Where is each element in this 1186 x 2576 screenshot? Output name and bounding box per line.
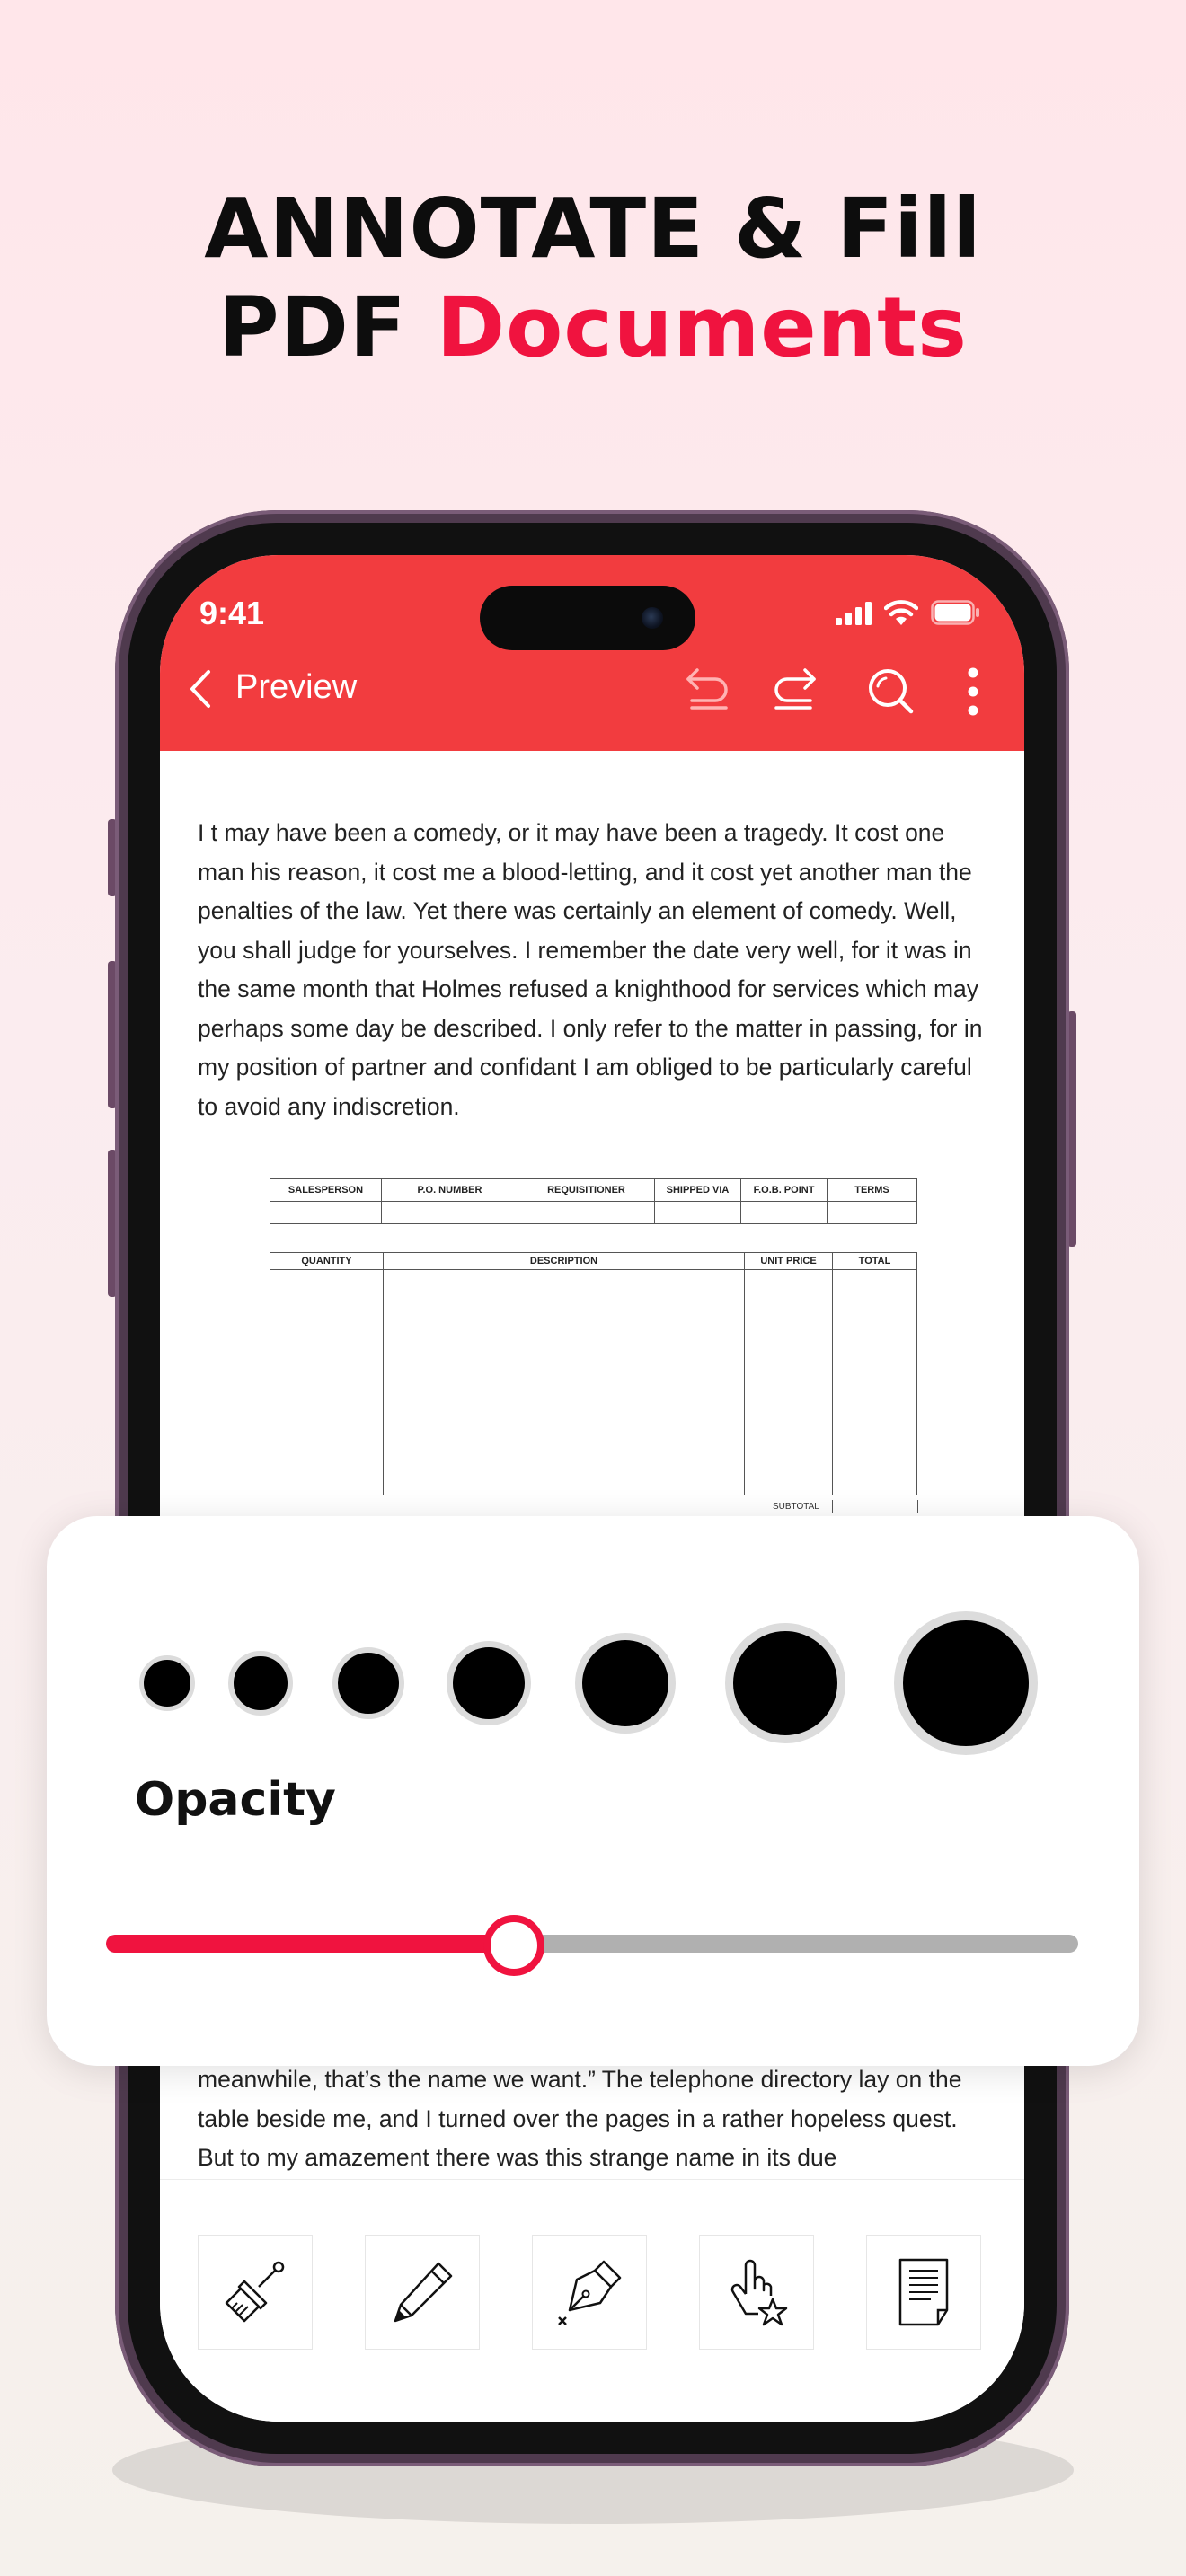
wifi-icon (884, 600, 918, 627)
hand-sign-icon (719, 2254, 794, 2330)
form-field-cell[interactable] (745, 1270, 833, 1495)
form-field-cell[interactable] (655, 1202, 741, 1224)
subtotal-label: SUBTOTAL (773, 1502, 819, 1512)
form-header-cell: SALESPERSON (270, 1179, 382, 1202)
status-time: 9:41 (199, 595, 265, 631)
document-paragraph-top: I t may have been a comedy, or it may have been a tragedy. It cost one man his reason, it cost me a blood-letting, and it cost yet another man the penalties of the law. Yet there was certainly an element of comedy. Well, you shall judge for yourselves. I remember the date very well, for it was in the same month that Holmes refused a knighthood for services which may perhaps some day be described. I only refer to the matter in passing, for in my position of partner and confidant I am obliged to be particularly careful to avoid any indiscretion. (198, 819, 983, 1120)
form-field-cell[interactable] (384, 1270, 745, 1495)
form-field-cell[interactable] (741, 1202, 828, 1224)
brush-size-option-2[interactable] (228, 1651, 293, 1716)
form-field-cell[interactable] (382, 1202, 518, 1224)
form-header-cell: DESCRIPTION (384, 1253, 745, 1270)
opacity-slider-fill (106, 1935, 514, 1953)
form-field-cell[interactable] (270, 1270, 384, 1495)
document-icon (886, 2254, 961, 2330)
undo-icon[interactable] (685, 666, 731, 711)
form-header-cell: SHIPPED VIA (655, 1179, 741, 1202)
brush-tool-button[interactable] (198, 2235, 313, 2350)
phone-screen (160, 555, 1024, 2422)
form-header-cell: UNIT PRICE (745, 1253, 833, 1270)
brush-size-option-4[interactable] (447, 1641, 531, 1725)
pen-nib-icon (552, 2254, 627, 2330)
headline-documents: Documents (436, 279, 968, 375)
app-header (160, 555, 1024, 751)
brush-size-option-3[interactable] (332, 1647, 404, 1719)
pencil-tool-button[interactable] (365, 2235, 480, 2350)
form-header-cell: TERMS (828, 1179, 917, 1202)
brush-icon (217, 2254, 293, 2330)
form-header-cell: F.O.B. POINT (741, 1179, 828, 1202)
pen-tool-button[interactable] (532, 2235, 647, 2350)
brush-size-option-7[interactable] (894, 1611, 1038, 1755)
form-header-cell: REQUISITIONER (518, 1179, 655, 1202)
search-icon[interactable] (866, 666, 915, 715)
page-title: Preview (235, 668, 358, 706)
headline-line-1: ANNOTATE & Fill (204, 181, 982, 277)
form-header-cell: P.O. NUMBER (382, 1179, 518, 1202)
opacity-slider-thumb[interactable] (483, 1915, 544, 1976)
form-table-items (270, 1252, 917, 1495)
form-table-header (270, 1178, 917, 1224)
dynamic-island (480, 586, 695, 650)
opacity-label: Opacity (135, 1773, 336, 1827)
form-field-cell[interactable] (833, 1270, 917, 1495)
form-header-cell: TOTAL (833, 1253, 917, 1270)
cellular-signal-icon (836, 602, 873, 625)
chevron-left-icon[interactable] (187, 668, 214, 710)
document-paragraph-bottom: meanwhile, that’s the name we want.” The telephone directory lay on the table beside me, and I turned over the pages in a rather hopeless quest. But to my amazement there was this strange name in its due (198, 2066, 962, 2171)
headline-pdf: PDF (218, 279, 407, 375)
form-field-cell[interactable] (518, 1202, 655, 1224)
form-header-cell: QUANTITY (270, 1253, 384, 1270)
headline-line-2 (0, 278, 1186, 377)
document-tool-button[interactable] (866, 2235, 981, 2350)
camera-icon (642, 607, 663, 629)
pencil-icon (385, 2254, 460, 2330)
brush-size-option-5[interactable] (575, 1633, 676, 1734)
form-field-cell[interactable] (828, 1202, 917, 1224)
redo-icon[interactable] (771, 666, 818, 711)
opacity-slider-track[interactable] (106, 1935, 1078, 1953)
brush-size-option-6[interactable] (725, 1623, 845, 1743)
battery-icon (931, 600, 981, 625)
more-vertical-icon[interactable] (967, 666, 979, 717)
form-field-cell[interactable] (270, 1202, 382, 1224)
subtotal-field[interactable] (832, 1500, 918, 1513)
sign-tool-button[interactable] (699, 2235, 814, 2350)
brush-size-option-1[interactable] (139, 1655, 195, 1711)
